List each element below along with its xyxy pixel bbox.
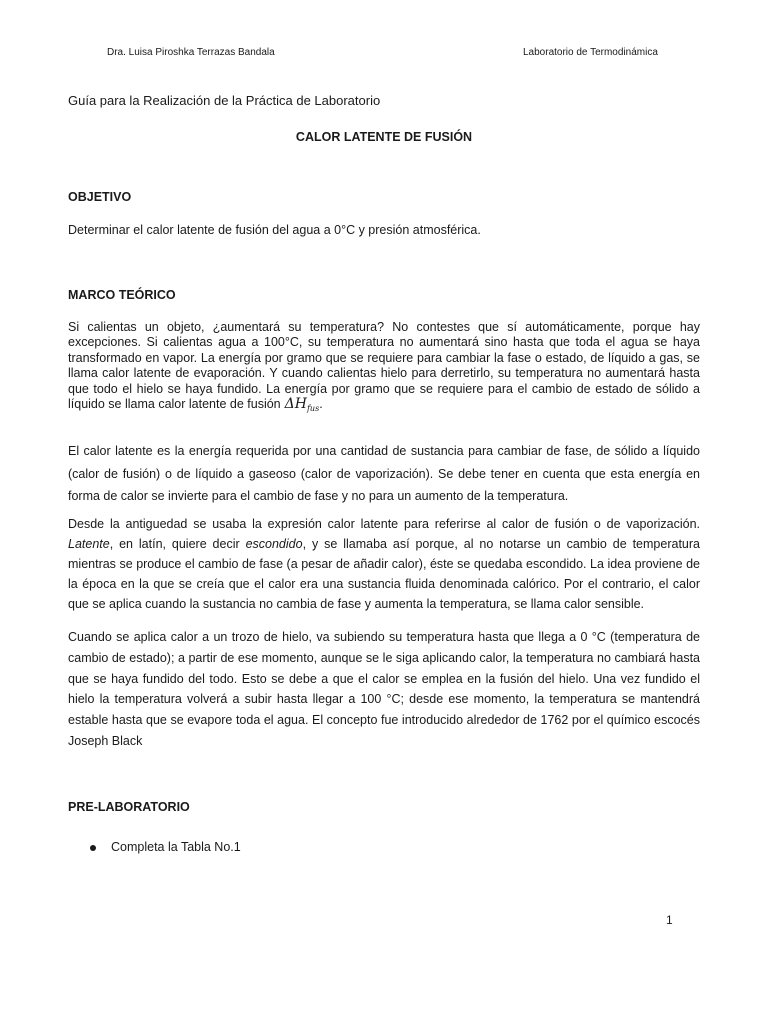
prelab-bullet-item xyxy=(90,840,241,854)
marco-paragraph-4: Cuando se aplica calor a un trozo de hielo, va subiendo su temperatura hasta que llega a 0 °C (temperatura de cambio de estado); a partir de ese momento, aunque se le siga aplicando calor, la temperatura no cambiará hasta que se haya fundido del todo. Esto se debe a que el calor se emplea en la fusión del hielo. Una vez fundido el hielo la temperatura volverá a subir hasta llegar a 100 °C; desde ese momento, la temperatura se mantendrá estable hasta que se evapore toda el agua. El concepto fue introducido alrededor de 1762 por el químico escocés Joseph Black xyxy=(68,630,700,748)
objetivo-heading: OBJETIVO xyxy=(68,190,132,204)
delta-h-fus-symbol: $\Delta H_{fus}$ xyxy=(284,396,320,414)
marco-paragraph-3: Desde la antiguedad se usaba la expresión calor latente para referirse al calor de fusión o de vaporización. Latente, en latín, quiere decir escondido, y se llamaba así porque, al no notarse un cambio de temperatura mientras se produce el cambio de fase (a pesar de añadir calor), éste se quedaba escondido. La idea proviene de la época en la que se creía que el calor era una sustancia fluida denominada calórico. Por el contrario, el calor que se aplica cuando la sustancia no cambia de fase y aumenta la temperatura, se llama calor sensible. xyxy=(68,517,700,611)
marco-paragraph-2: El calor latente es la energía requerida por una cantidad de sustancia para cambiar de fase, de sólido a líquido (calor de fusión) o de líquido a gaseoso (calor de vaporización). Se debe tener en cuenta que esta energía en forma de calor se invierte para el cambio de fase y no para un aumento de la temperatura. xyxy=(68,444,700,503)
prelab-heading: PRE-LABORATORIO xyxy=(68,800,190,814)
escondido-term: escondido xyxy=(245,537,303,551)
marco-p1-text: Si calientas un objeto, ¿aumentará su temperatura? No contestes que sí automáticamente, porque hay excepciones. Si calientas agua a 100°C, su temperatura no aumentará sino hasta que toda el agua se haya transformado en vapor. La energía por gramo que se requiere para cambiar la fase o estado, de líquido a gas, se llama calor latente de evaporación. Y cuando calientas hielo para derretirlo, su temperatura no aumentará hasta que todo el hielo se haya fundido. La energía por gramo que se requiere para el cambio de estado de sólido a líquido se llama calor latente de fusión xyxy=(68,320,700,412)
prelab-bullet-text: Completa la Tabla No.1 xyxy=(111,840,241,854)
bullet-icon xyxy=(90,845,96,851)
marco-heading: MARCO TEÓRICO xyxy=(68,288,176,302)
guide-title: Guía para la Realización de la Práctica de Laboratorio xyxy=(68,93,381,108)
marco-paragraph-1: Si calientas un objeto, ¿aumentará su temperatura? No contestes que sí automáticamente, porque hay excepciones. Si calientas agua a 100°C, su temperatura no aumentará sino hasta que toda el agua se haya transformado en vapor. La energía por gramo que se requiere para cambiar la fase o estado, de líquido a gas, se llama calor latente de evaporación. Y cuando calientas hielo para derretirlo, su temperatura no aumentará hasta que todo el hielo se haya fundido. La energía por gramo que se requiere para el cambio de estado de sólido a líquido se llama calor latente de fusión $\Delta H_{fus}$. xyxy=(68,320,700,414)
objetivo-text: Determinar el calor latente de fusión del agua a 0°C y presión atmosférica. xyxy=(68,223,481,237)
page-number: 1 xyxy=(666,913,673,927)
document-title: CALOR LATENTE DE FUSIÓN xyxy=(295,130,473,144)
latente-term: Latente xyxy=(68,537,110,551)
header-author: Dra. Luisa Piroshka Terrazas Bandala xyxy=(107,47,275,58)
header-lab: Laboratorio de Termodinámica xyxy=(523,47,658,58)
